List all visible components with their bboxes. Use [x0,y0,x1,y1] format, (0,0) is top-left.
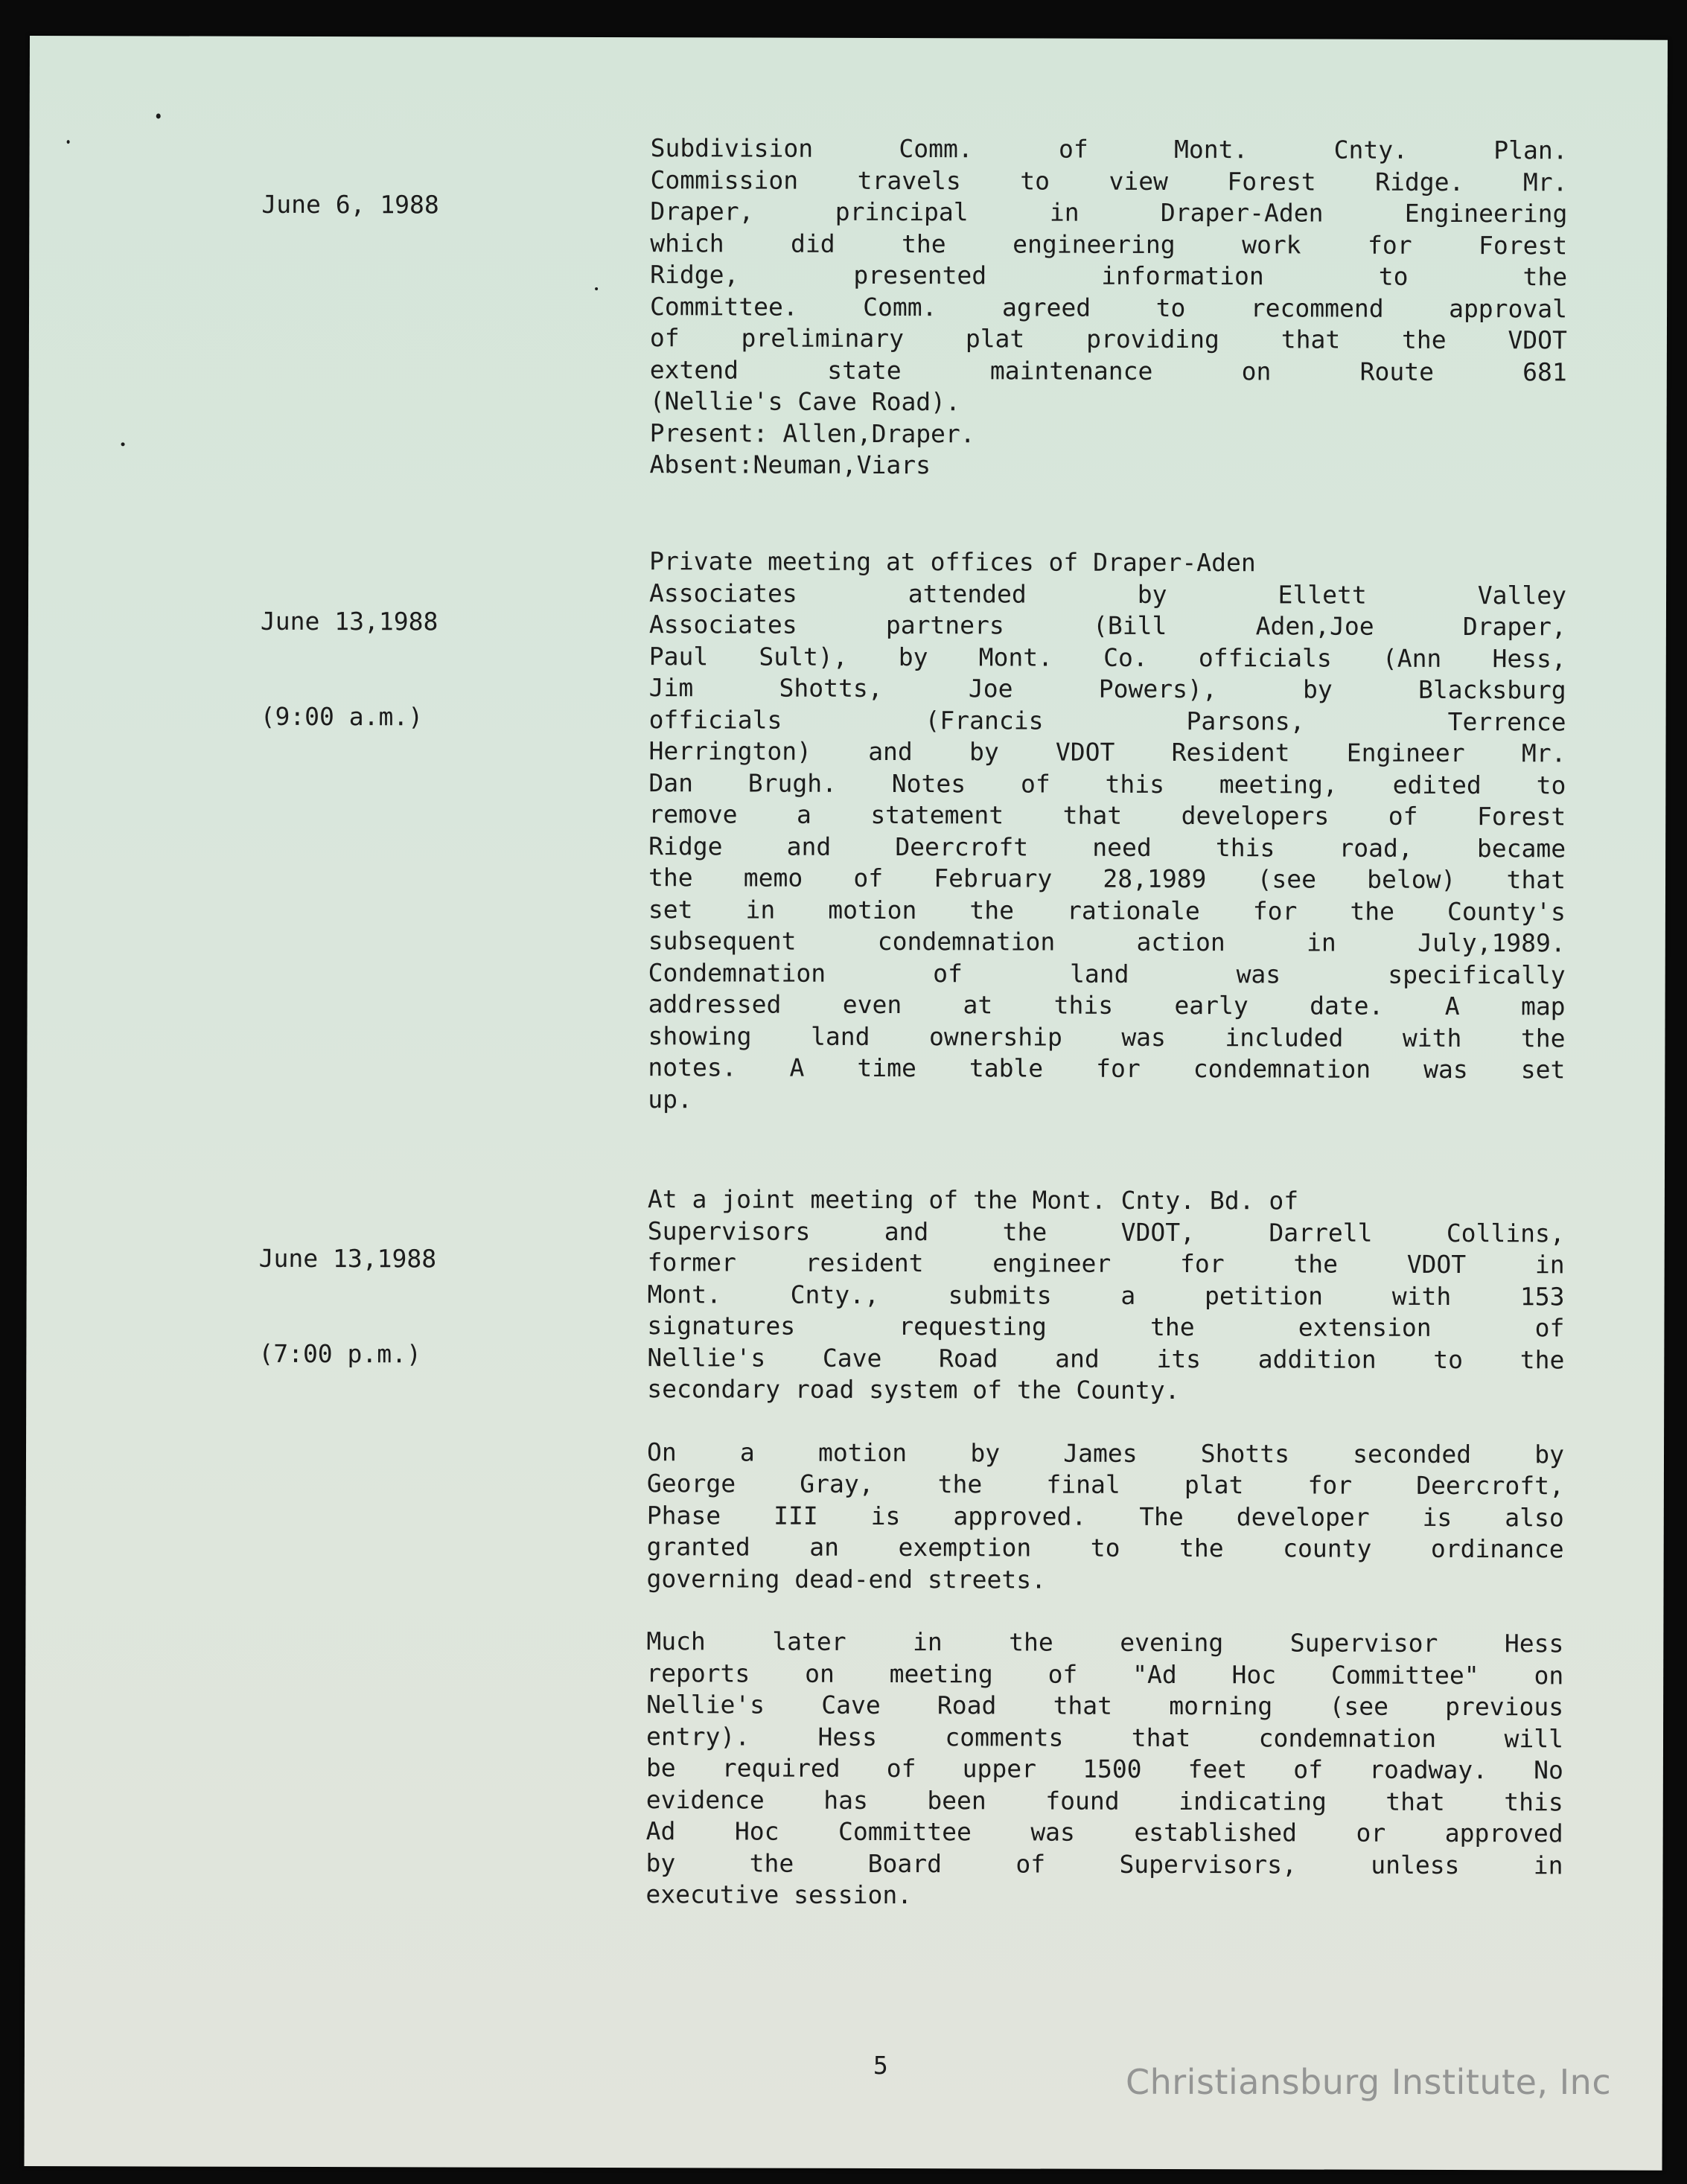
text-line: At a joint meeting of the Mont. Cnty. Bd. of [647,1184,1299,1216]
text-line: Paul Sult), by Mont. Co. officials (Ann Hess, [648,641,1566,673]
text-line: Supervisors and the VDOT, Darrell Collins, [647,1216,1565,1248]
text-line: Nellie's Cave Road and its addition to the [647,1342,1565,1374]
scan-speck [121,442,125,446]
text-line: Commission travels to view Forest Ridge. Mr. [650,165,1568,197]
text-line: Ridge, presented information to the [650,260,1568,292]
date-line: (7:00 p.m.) [258,1338,421,1368]
text-line: Condemnation of land was specifically [648,957,1566,989]
date-line: June 13,1988 [260,606,439,636]
text-line: extend state maintenance on Route 681 [649,354,1567,386]
text-line: Subdivision Comm. of Mont. Cnty. Plan. [650,133,1568,165]
text-line: Dan Brugh. Notes of this meeting, edited to [648,767,1566,799]
text-line: George Gray, the final plat for Deercroft, [646,1469,1564,1501]
text-line: entry). Hess comments that condemnation will [645,1721,1564,1753]
text-line: addressed even at this early date. A map [648,989,1566,1021]
text-line: Ridge and Deercroft need this road, became [648,831,1566,863]
entry-description [645,1184,1565,1913]
text-line: Phase III is approved. The developer is also [646,1500,1564,1532]
text-line: Associates attended by Ellett Valley [648,578,1567,610]
text-line: which did the engineering work for Forest [650,228,1568,260]
text-line: be required of upper 1500 feet of roadway. No [645,1753,1563,1785]
scan-speck [156,113,161,118]
page-number: 5 [873,2050,888,2081]
date-line: June 6, 1988 [261,189,439,220]
text-line: former resident engineer for the VDOT in [647,1248,1565,1280]
text-line: Committee. Comm. agreed to recommend approval [650,291,1568,323]
text-line: On a motion by James Shotts seconded by [646,1437,1565,1469]
scan-speck [595,287,598,290]
text-line: Jim Shotts, Joe Powers), by Blacksburg [648,673,1566,705]
text-line: up. [648,1084,692,1114]
text-line: notes. A time table for condemnation was set [648,1053,1566,1085]
text-line: reports on meeting of "Ad Hoc Committee" on [646,1658,1564,1690]
text-line: of preliminary plat providing that the VDOT [649,323,1567,355]
entry-date [258,1180,436,1434]
text-line: Nellie's Cave Road that morning (see previous [646,1690,1564,1722]
text-line: secondary road system of the County. [647,1374,1180,1405]
text-line: by the Board of Supervisors, unless in [645,1848,1563,1880]
entry-description [649,132,1567,483]
text-line: executive session. [645,1880,913,1910]
entry-date [261,126,439,284]
text-line: Associates partners (Bill Aden,Joe Draper, [648,610,1566,642]
text-line: signatures requesting the extension of [647,1311,1565,1343]
text-line: Ad Hoc Committee was established or approved [645,1816,1563,1848]
paragraph [648,546,1566,1117]
text-line: Private meeting at offices of Draper-Aden [649,546,1256,578]
document-page [25,36,1668,2171]
text-line: Mont. Cnty., submits a petition with 153 [647,1279,1565,1311]
paragraph [645,1626,1563,1913]
paragraph [647,1184,1565,1408]
text-line: remove a statement that developers of Forest [648,799,1566,831]
entry-description [648,546,1566,1117]
paragraph [647,1437,1565,1597]
date-line: June 13,1988 [258,1243,437,1274]
text-line: the memo of February 28,1989 (see below) that [648,863,1566,895]
watermark-text: Christiansburg Institute, Inc [1126,2062,1612,2102]
text-line: granted an exemption to the county ordinance [646,1532,1564,1564]
text-line: Herrington) and by VDOT Resident Engineer Mr. [648,736,1566,768]
text-line: subsequent condemnation action in July,1989. [648,926,1566,958]
text-line: (Nellie's Cave Road). [649,386,961,417]
text-line: Absent:Neuman,Viars [649,450,931,480]
text-line: Draper, principal in Draper-Aden Engineering [650,197,1568,229]
scan-speck [67,140,70,144]
text-line: evidence has been found indicating that this [645,1784,1563,1816]
text-line: set in motion the rationale for the County's [648,894,1566,926]
paragraph [649,132,1567,483]
text-line: Present: Allen,Draper. [649,418,975,448]
text-line: governing dead-end streets. [646,1563,1047,1594]
text-line: officials (Francis Parsons, Terrence [648,704,1566,736]
date-line: (9:00 a.m.) [260,701,424,731]
text-line: Much later in the evening Supervisor Hess [646,1626,1564,1658]
text-line: showing land ownership was included with the [648,1021,1566,1053]
entry-date [260,543,438,796]
